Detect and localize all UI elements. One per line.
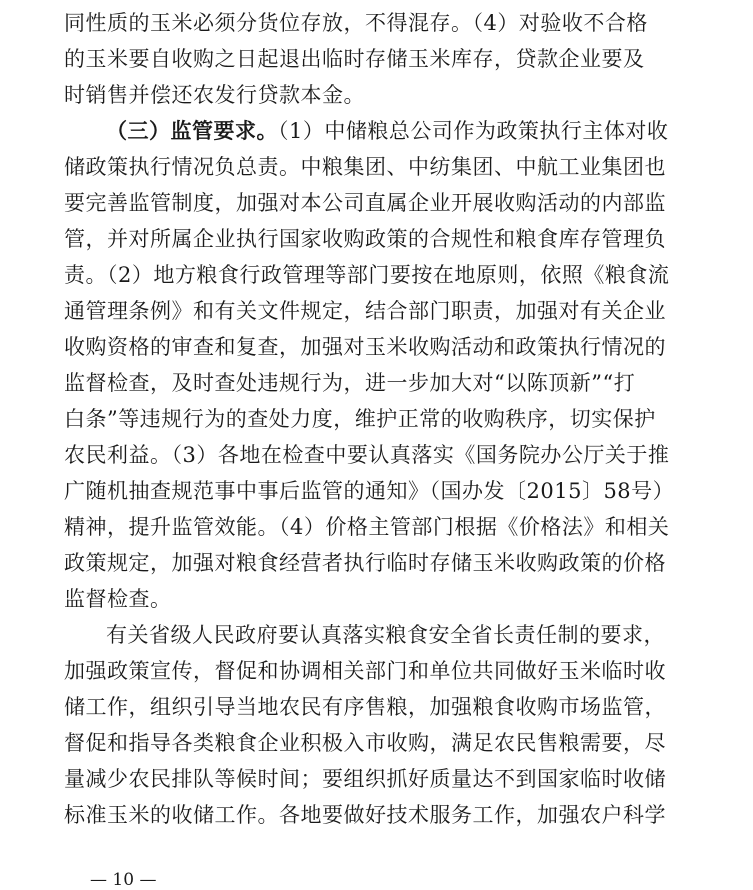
page-number: — 10 — — [90, 870, 157, 890]
paragraph-2-line-10: 农民利益。（3）各地在检查中要认真落实《国务院办公厅关于推 — [64, 443, 670, 467]
paragraph-2-line-7: 收购资格的审查和复查，加强对玉米收购活动和政策执行情况的 — [64, 335, 666, 359]
paragraph-2-line-14: 监督检查。 — [64, 587, 172, 611]
paragraph-2-line-6: 通管理条例》和有关文件规定，结合部门职责，加强对有关企业 — [64, 299, 666, 323]
paragraph-2-line-4: 管，并对所属企业执行国家收购政策的合规性和粮食库存管理负 — [64, 227, 666, 251]
paragraph-2-line-1 — [106, 118, 726, 144]
paragraph-3-line-6: 标准玉米的收储工作。各地要做好技术服务工作，加强农户科学 — [64, 803, 666, 827]
paragraph-1-line-2: 的玉米要自收购之日起退出临时存储玉米库存，贷款企业要及 — [64, 47, 645, 71]
paragraph-2-line-12: 精神，提升监管效能。（4）价格主管部门根据《价格法》和相关 — [64, 515, 670, 539]
paragraph-3-line-2: 加强政策宣传，督促和协调相关部门和单位共同做好玉米临时收 — [64, 659, 666, 683]
section-heading: （三）监管要求。 — [106, 118, 278, 143]
paragraph-3-line-5: 量减少农民排队等候时间；要组织抓好质量达不到国家临时收储 — [64, 767, 666, 791]
paragraph-2-line-13: 政策规定，加强对粮食经营者执行临时存储玉米收购政策的价格 — [64, 551, 666, 575]
paragraph-2-line-3: 要完善监管制度，加强对本公司直属企业开展收购活动的内部监 — [64, 191, 666, 215]
paragraph-1-line-3: 时销售并偿还农发行贷款本金。 — [64, 83, 365, 107]
paragraph-2-line-2: 储政策执行情况负总责。中粮集团、中纺集团、中航工业集团也 — [64, 155, 666, 179]
paragraph-2-line-8: 监督检查，及时查处违规行为，进一步加大对“以陈顶新”“打 — [64, 371, 636, 395]
paragraph-2-line-5: 责。（2）地方粮食行政管理等部门要按在地原则，依照《粮食流 — [64, 263, 670, 287]
paragraph-2-line-11: 广随机抽查规范事中事后监管的通知》（国办发〔2015〕58号） — [64, 479, 675, 503]
paragraph-1-line-1: 同性质的玉米必须分货位存放，不得混存。（4）对验收不合格 — [64, 11, 648, 35]
paragraph-2-line-9: 白条”等违规行为的查处力度，维护正常的收购秩序，切实保护 — [64, 407, 656, 431]
paragraph-3-line-4: 督促和指导各类粮食企业积极入市收购，满足农民售粮需要，尽 — [64, 731, 666, 755]
paragraph-3-line-3: 储工作，组织引导当地农民有序售粮，加强粮食收购市场监管， — [64, 695, 666, 719]
paragraph-3-line-1: 有关省级人民政府要认真落实粮食安全省长责任制的要求， — [106, 623, 665, 647]
paragraph-2-line-1-text: （1）中储粮总公司作为政策执行主体对收 — [278, 119, 669, 143]
